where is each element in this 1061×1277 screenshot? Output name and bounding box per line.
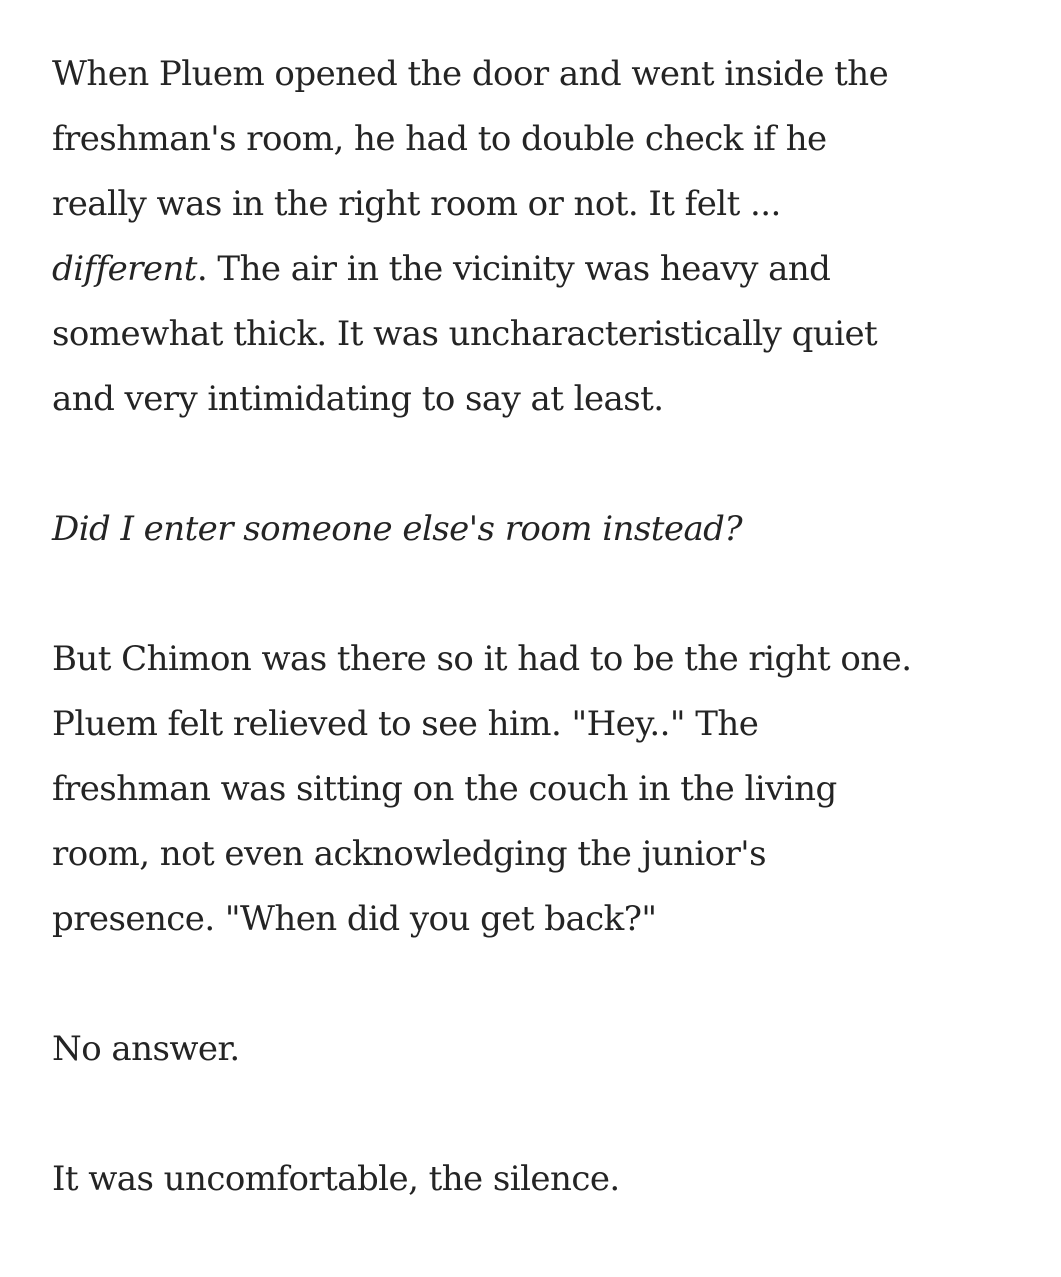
text-line: freshman's room, he had to double check if he: [52, 119, 827, 159]
text-line: really was in the right room or not. It felt ...: [52, 184, 781, 224]
text-line: somewhat thick. It was uncharacteristically quiet: [52, 314, 878, 354]
text-line: Did I enter someone else's room instead?: [52, 509, 743, 549]
paragraph-inner-thought: [52, 497, 1042, 562]
emphasis-different: different: [52, 249, 197, 289]
text-line: When Pluem opened the door and went inside the: [52, 54, 889, 94]
text-line: [52, 237, 1042, 302]
text-line: freshman was sitting on the couch in the living: [52, 769, 837, 809]
paragraph-chimon: [52, 627, 1042, 952]
text-line: Pluem felt relieved to see him. "Hey.." The: [52, 704, 759, 744]
text-line: But Chimon was there so it had to be the right one.: [52, 639, 912, 679]
paragraph-no-answer: [52, 1017, 1042, 1082]
text-fragment: . The air in the vicinity was heavy and: [196, 249, 831, 289]
text-line: and very intimidating to say at least.: [52, 379, 664, 419]
story-text: [52, 42, 1042, 1277]
text-line: It was uncomfortable, the silence.: [52, 1159, 620, 1199]
text-line: No answer.: [52, 1029, 240, 1069]
paragraph-opening: [52, 42, 1042, 432]
text-line: room, not even acknowledging the junior's: [52, 834, 766, 874]
paragraph-silence: [52, 1147, 1042, 1212]
text-line: presence. "When did you get back?": [52, 899, 657, 939]
